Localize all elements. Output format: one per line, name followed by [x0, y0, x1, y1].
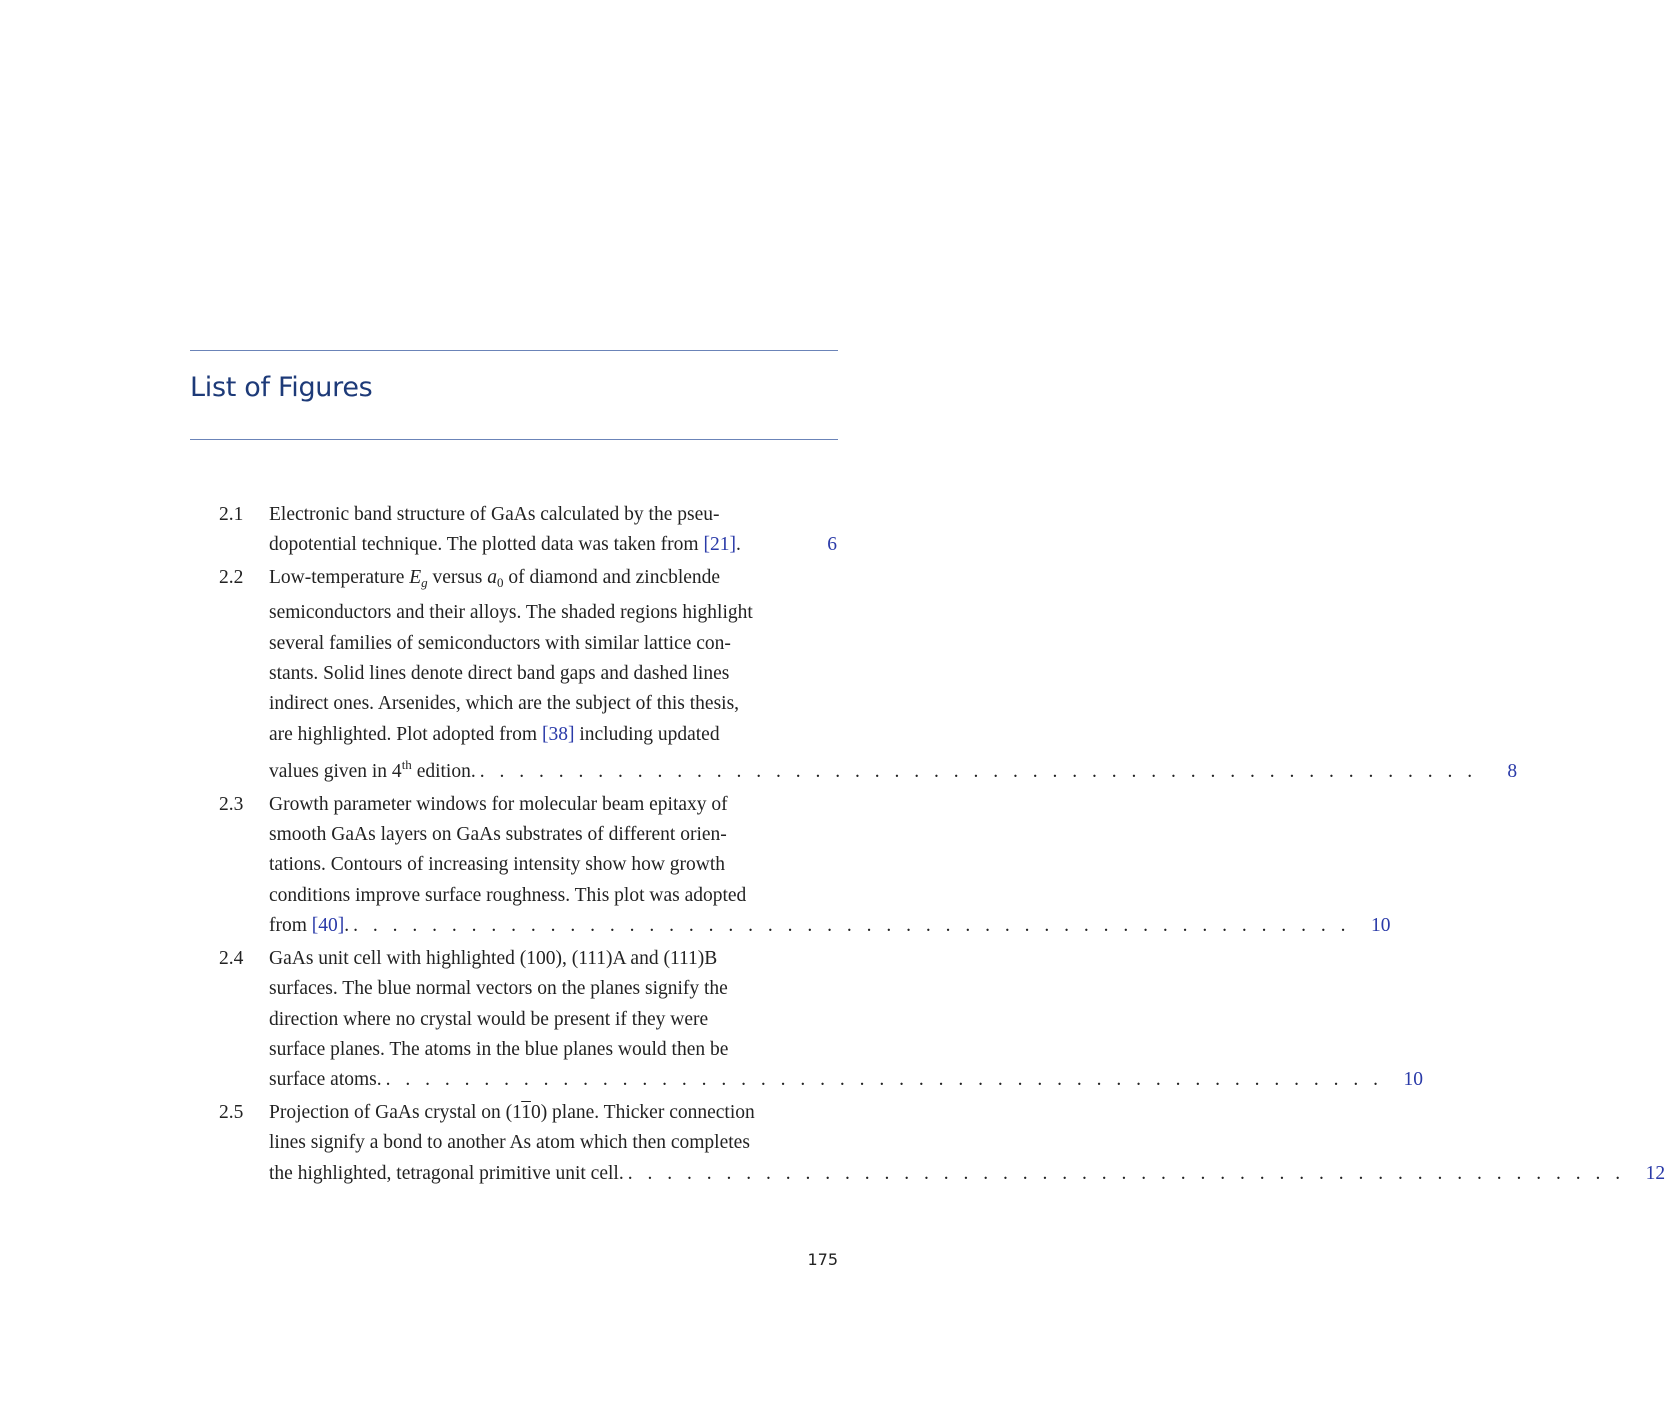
caption-line: indirect ones. Arsenides, which are the subject of this thesis,: [269, 693, 740, 715]
superscript: th: [401, 757, 412, 773]
caption-last-line: [269, 1159, 1665, 1189]
caption-line: stants. Solid lines denote direct band gaps and dashed lines: [269, 663, 730, 685]
page-number-link[interactable]: 10: [1403, 1069, 1423, 1091]
caption-text: are highlighted. Plot adopted from: [269, 723, 542, 745]
caption-last-line: [269, 530, 837, 560]
figure-caption: [269, 1098, 1665, 1189]
chapter-title: List of Figures: [190, 372, 373, 403]
figure-caption: [269, 790, 1391, 942]
caption-line: conditions improve surface roughness. This plot was adopted: [269, 884, 747, 906]
caption-text: .: [344, 915, 350, 937]
caption-text: versus: [427, 566, 488, 588]
caption-last-line: [269, 750, 1518, 787]
page-number-link[interactable]: 12: [1645, 1162, 1665, 1184]
caption-line: tations. Contours of increasing intensity show how growth: [269, 854, 726, 876]
figure-entry: [190, 944, 1423, 1096]
figure-number: 2.4: [219, 947, 244, 969]
figure-caption: [269, 563, 1518, 788]
caption-last-line: [269, 1065, 1423, 1095]
citation-link[interactable]: [40]: [311, 915, 345, 937]
header-rule-top: [190, 350, 838, 351]
caption-text: Low-temperature: [269, 566, 410, 588]
caption-line: [269, 1098, 789, 1128]
page-number-link[interactable]: 6: [827, 534, 837, 556]
figure-entry: [190, 500, 838, 561]
caption-line: lines signify a bond to another As atom which then completes: [269, 1132, 750, 1154]
math-main: a: [487, 566, 497, 588]
figure-list: [190, 500, 1665, 1191]
math-symbol: [487, 567, 503, 588]
header-rule-bottom: [190, 439, 838, 440]
caption-line: [269, 563, 789, 598]
figure-number: 2.3: [219, 793, 244, 815]
math-symbol: [409, 567, 427, 588]
caption-text: dopotential technique. The plotted data was taken from: [269, 534, 704, 556]
caption-line: semiconductors and their alloys. The shaded regions highlight: [269, 602, 753, 624]
figure-number: 2.2: [219, 566, 244, 588]
caption-text: Projection of GaAs crystal on (1: [269, 1101, 522, 1123]
figure-number: 2.1: [219, 504, 244, 525]
figure-entry: [190, 790, 1391, 942]
caption-line-text: surface atoms.: [269, 1069, 382, 1091]
caption-line: Electronic band structure of GaAs calculated by the pseu-: [269, 504, 720, 525]
page-number-link[interactable]: 10: [1371, 915, 1391, 937]
caption-last-line: [269, 911, 1391, 941]
dot-leader: . . . . . . . . . . . . . . . . . . . . . . . . . . . . . . . . . . . . . . . . . . . . . . . . . . .: [627, 1162, 1626, 1184]
caption-line-text: the highlighted, tetragonal primitive unit cell.: [269, 1162, 624, 1184]
math-subscript: g: [421, 574, 428, 590]
dot-leader: . . . . . . . . . . . . . . . . . . . . . . . . . . . . . . . . . . . . . . . . . . . . . . . . . . .: [385, 1069, 1383, 1091]
caption-text: 0) plane. Thicker connection: [530, 1101, 755, 1123]
caption-line: Growth parameter windows for molecular beam epitaxy of: [269, 793, 728, 815]
figure-caption: [269, 500, 837, 561]
caption-text: including updated: [574, 723, 720, 745]
miller-index-bar: 1: [521, 1101, 531, 1123]
page-number-link[interactable]: 8: [1507, 761, 1518, 783]
caption-line: several families of semiconductors with similar lattice con-: [269, 632, 731, 654]
figure-entry: [190, 563, 1518, 788]
figure-caption: [269, 944, 1423, 1096]
caption-text: edition.: [411, 761, 476, 783]
caption-text: from: [269, 915, 312, 937]
caption-text: values given in 4: [269, 761, 402, 783]
figure-entry: [190, 1098, 1665, 1189]
citation-link[interactable]: [38]: [541, 723, 575, 745]
citation-link[interactable]: [21]: [703, 534, 736, 556]
caption-line-text: [269, 530, 741, 560]
caption-line: surface planes. The atoms in the blue planes would then be: [269, 1038, 729, 1060]
dot-leader: . . . . . . . . . . . . . . . . . . . . . . . . . . . . . . . . . . . . . . . . . . . . . . . . . . .: [479, 761, 1478, 783]
caption-line: [269, 720, 789, 750]
math-subscript: 0: [496, 574, 504, 590]
caption-line: direction where no crystal would be present if they were: [269, 1008, 709, 1030]
caption-line: smooth GaAs layers on GaAs substrates of different orien-: [269, 824, 727, 846]
figure-number: 2.5: [219, 1101, 244, 1123]
caption-line: GaAs unit cell with highlighted (100), (111)A and (111)B: [269, 947, 718, 969]
caption-text: .: [735, 534, 741, 556]
caption-line: surfaces. The blue normal vectors on the planes signify the: [269, 978, 728, 1000]
page-folio: 175: [807, 1250, 838, 1269]
caption-text: of diamond and zincblende: [503, 566, 721, 588]
caption-line-text: [269, 750, 476, 787]
caption-line-text: [269, 911, 349, 941]
dot-leader: . . . . . . . . . . . . . . . . . . . . . . . . . . . . . . . . . . . . . . . . . . . . . . . . . . .: [353, 915, 1351, 937]
math-main: E: [409, 566, 422, 588]
